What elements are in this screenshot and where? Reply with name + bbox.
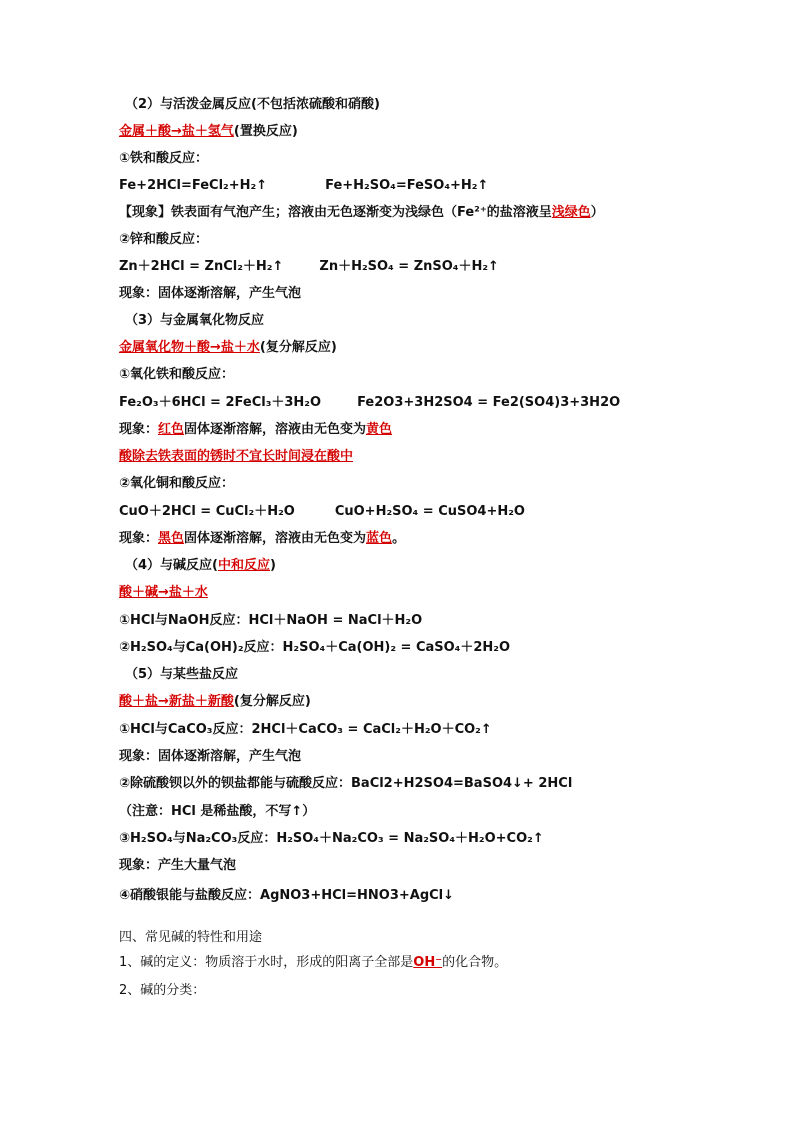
phenomenon-na2co3: 现象：产生大量气泡	[119, 858, 237, 873]
rule-acid-salt: 酸＋盐→新盐＋新酸(复分解反应)	[119, 694, 311, 709]
note-hcl: （注意：HCl 是稀盐酸，不写↑）	[119, 804, 316, 819]
phenomenon-iron-oxide: 现象：红色固体逐渐溶解，溶液由无色变为黄色	[119, 422, 393, 437]
rule-acid-base: 酸＋碱→盐＋水	[119, 585, 208, 600]
base-definition: 1、碱的定义：物质溶于水时，形成的阳离子全部是OH⁻的化合物。	[119, 955, 508, 970]
item-iron-oxide-acid: ①氧化铁和酸反应：	[119, 367, 235, 382]
rule-metal-acid: 金属＋酸→盐＋氢气(置换反应)	[119, 124, 298, 139]
rule-metal-oxide-acid: 金属氧化物＋酸→盐＋水(复分解反应)	[119, 340, 337, 355]
section-four-heading: 四、常见碱的特性和用途	[119, 930, 263, 945]
item-zinc-acid: ②锌和酸反应：	[119, 232, 209, 247]
item-silver-nitrate: ④硝酸银能与盐酸反应：AgNO3+HCl=HNO3+AgCl↓	[119, 888, 455, 903]
phenomenon-copper-oxide: 现象：黑色固体逐渐溶解，溶液由无色变为蓝色。	[119, 531, 406, 546]
item-copper-oxide-acid: ②氧化铜和酸反应：	[119, 476, 235, 491]
item-h2so4-na2co3: ③H₂SO₄与Na₂CO₃反应：H₂SO₄＋Na₂CO₃ = Na₂SO₄＋H₂O+CO₂↑	[119, 831, 544, 846]
base-classification: 2、碱的分类：	[119, 983, 206, 998]
item-hcl-naoh: ①HCl与NaOH反应：HCl＋NaOH = NaCl＋H₂O	[119, 613, 423, 628]
phenomenon-caco3: 现象：固体逐渐溶解，产生气泡	[119, 749, 302, 764]
item-h2so4-caoh2: ②H₂SO₄与Ca(OH)₂反应：H₂SO₄＋Ca(OH)₂ = CaSO₄＋2H₂O	[119, 640, 511, 655]
equations-zinc: Zn＋2HCl = ZnCl₂＋H₂↑ Zn＋H₂SO₄ = ZnSO₄＋H₂↑	[119, 259, 499, 274]
phenomenon-zinc: 现象：固体逐渐溶解，产生气泡	[119, 286, 302, 301]
item-iron-acid: ①铁和酸反应：	[119, 151, 209, 166]
equations-copper-oxide: CuO＋2HCl = CuCl₂＋H₂O CuO+H₂SO₄ = CuSO4+H₂O	[119, 504, 525, 519]
section-4-heading: （4）与碱反应(中和反应)	[125, 558, 276, 573]
item-hcl-caco3: ①HCl与CaCO₃反应：2HCl＋CaCO₃ = CaCl₂＋H₂O＋CO₂↑	[119, 722, 492, 737]
section-2-heading: （2）与活泼金属反应(不包括浓硫酸和硝酸)	[125, 97, 380, 112]
equations-iron: Fe+2HCl=FeCl₂+H₂↑ Fe+H₂SO₄=FeSO₄+H₂↑	[119, 178, 489, 193]
equations-iron-oxide: Fe₂O₃＋6HCl = 2FeCl₃＋3H₂O Fe2O3+3H2SO4 = Fe2(SO4)3+3H2O	[119, 395, 621, 410]
note-rust-removal: 酸除去铁表面的锈时不宜长时间浸在酸中	[119, 449, 354, 464]
item-barium-salts: ②除硫酸钡以外的钡盐都能与硫酸反应：BaCl2+H2SO4=BaSO4↓+ 2HCl	[119, 776, 573, 791]
section-3-heading: （3）与金属氧化物反应	[125, 313, 265, 328]
phenomenon-iron: 【现象】铁表面有气泡产生；溶液由无色逐渐变为浅绿色（Fe²⁺的盐溶液呈浅绿色）	[119, 205, 604, 220]
section-5-heading: （5）与某些盐反应	[125, 667, 239, 682]
